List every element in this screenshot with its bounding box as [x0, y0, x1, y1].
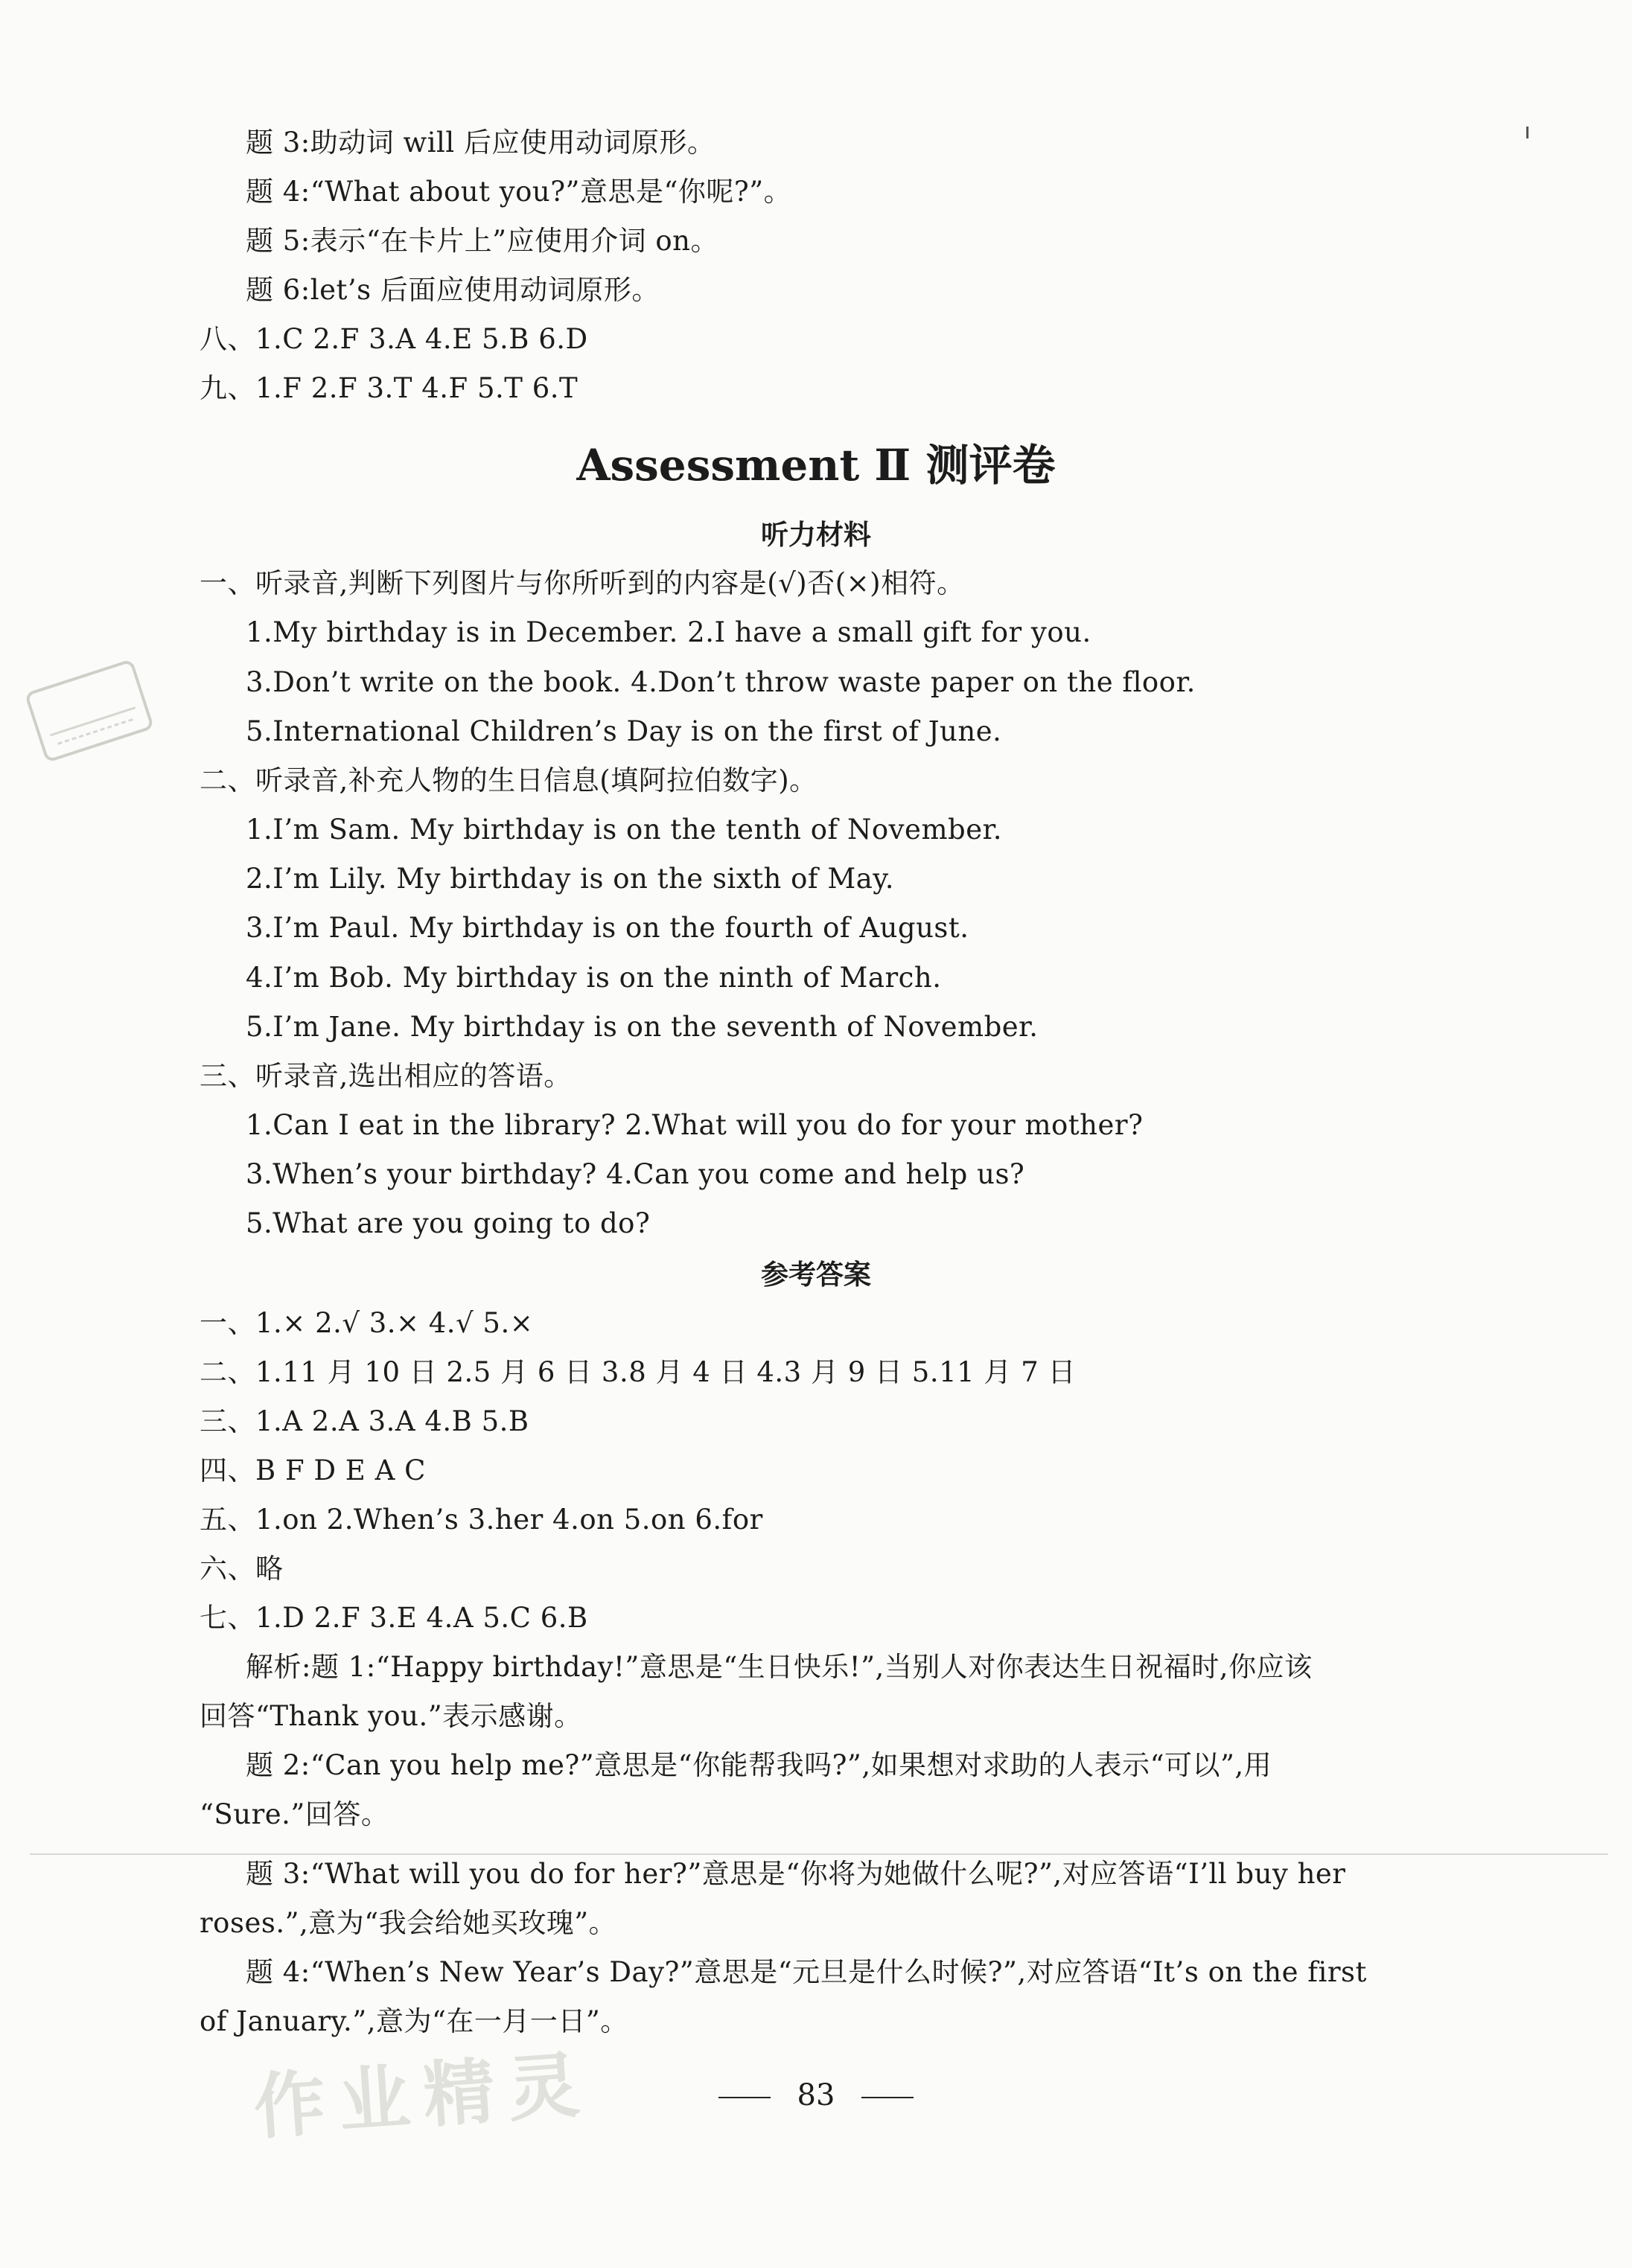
- analysis-line: 题 3:“What will you do for her?”意思是“你将为她做什么呢?”,对应答语“I’ll buy her: [246, 1858, 1346, 1890]
- question-heading: 一、听录音,判断下列图片与你所听到的内容是(√)否(×)相符。: [200, 567, 965, 599]
- listening-heading: 听力材料: [761, 518, 871, 551]
- page-number-text: 83: [797, 2078, 835, 2112]
- listening-line: 3.Don’t write on the book. 4.Don’t throw waste paper on the floor.: [246, 666, 1196, 698]
- listening-line: 1.My birthday is in December. 2.I have a small gift for you.: [246, 616, 1091, 648]
- answer-line: 四、B F D E A C: [200, 1454, 426, 1486]
- listening-line: 5.International Children’s Day is on the first of June.: [246, 715, 1002, 747]
- listening-line: 4.I’m Bob. My birthday is on the ninth of March.: [246, 962, 942, 994]
- analysis-line: of January.”,意为“在一月一日”。: [200, 2005, 628, 2037]
- explanation-line: 题 5:表示“在卡片上”应使用介词 on。: [246, 225, 718, 257]
- explanation-line: 题 6:let’s 后面应使用动词原形。: [246, 274, 660, 306]
- answer-line: 九、1.F 2.F 3.T 4.F 5.T 6.T: [200, 372, 578, 404]
- listening-line: 5.I’m Jane. My birthday is on the seventh of November.: [246, 1011, 1039, 1043]
- question-heading: 二、听录音,补充人物的生日信息(填阿拉伯数字)。: [200, 764, 817, 796]
- answer-line: 七、1.D 2.F 3.E 4.A 5.C 6.B: [200, 1602, 588, 1634]
- listening-line: 3.I’m Paul. My birthday is on the fourth of August.: [246, 912, 969, 944]
- section-title: Assessment Ⅱ 测评卷: [576, 440, 1056, 491]
- analysis-line: 题 4:“When’s New Year’s Day?”意思是“元旦是什么时候?”,对应答语“It’s on the first: [246, 1956, 1367, 1988]
- margin-mark: [1526, 127, 1529, 138]
- analysis-line: “Sure.”回答。: [200, 1798, 389, 1830]
- analysis-line: 解析:题 1:“Happy birthday!”意思是“生日快乐!”,当别人对你表达生日祝福时,你应该: [246, 1651, 1313, 1683]
- question-heading: 三、听录音,选出相应的答语。: [200, 1060, 572, 1092]
- answer-line: 三、1.A 2.A 3.A 4.B 5.B: [200, 1405, 529, 1437]
- page-number: [0, 2077, 1632, 2114]
- analysis-line: 回答“Thank you.”表示感谢。: [200, 1700, 582, 1732]
- answer-line: 六、略: [200, 1553, 284, 1585]
- fold-line: [30, 1853, 1608, 1855]
- answers-heading: 参考答案: [761, 1258, 871, 1291]
- watermark: 作业精灵: [251, 2042, 596, 2150]
- listening-line: 1.I’m Sam. My birthday is on the tenth of November.: [246, 814, 1002, 846]
- listening-line: 3.When’s your birthday? 4.Can you come and help us?: [246, 1158, 1025, 1190]
- answer-line: 八、1.C 2.F 3.A 4.E 5.B 6.D: [200, 323, 588, 355]
- listening-line: 1.Can I eat in the library? 2.What will you do for your mother?: [246, 1109, 1144, 1141]
- analysis-line: roses.”,意为“我会给她买玫瑰”。: [200, 1907, 617, 1939]
- analysis-line: 题 2:“Can you help me?”意思是“你能帮我吗?”,如果想对求助的人表示“可以”,用: [246, 1749, 1272, 1781]
- answer-line: 五、1.on 2.When’s 3.her 4.on 5.on 6.for: [200, 1504, 763, 1536]
- explanation-line: 题 4:“What about you?”意思是“你呢?”。: [246, 176, 792, 208]
- stamp-logo-icon: [20, 654, 159, 768]
- answer-line: 二、1.11 月 10 日 2.5 月 6 日 3.8 月 4 日 4.3 月 9 日 5.11 月 7 日: [200, 1356, 1076, 1388]
- explanation-line: 题 3:助动词 will 后应使用动词原形。: [246, 127, 715, 159]
- answer-line: 一、1.× 2.√ 3.× 4.√ 5.×: [200, 1307, 534, 1339]
- listening-line: 5.What are you going to do?: [246, 1207, 651, 1239]
- listening-line: 2.I’m Lily. My birthday is on the sixth of May.: [246, 863, 895, 895]
